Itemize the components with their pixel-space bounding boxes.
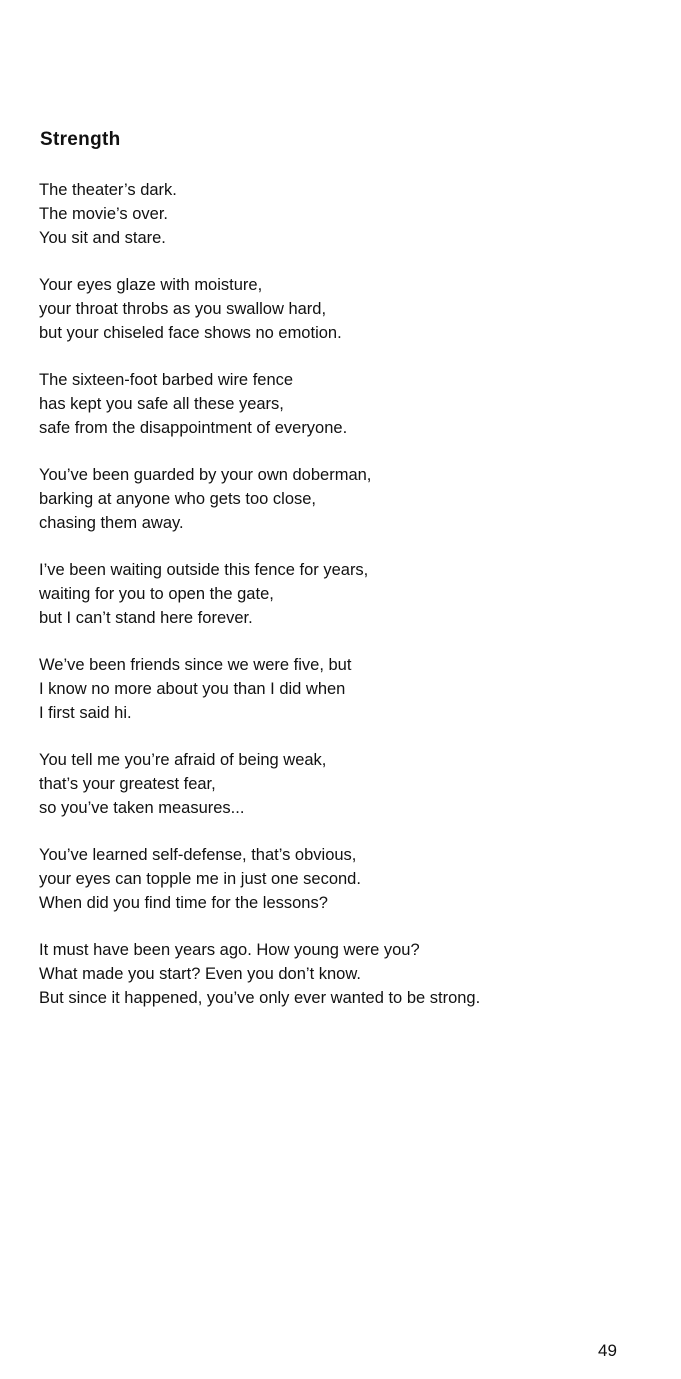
poem-body: [39, 178, 639, 1033]
stanza: [39, 273, 639, 345]
stanza: [39, 463, 639, 535]
poem-line: your eyes can topple me in just one second.: [39, 870, 361, 888]
stanza: [39, 938, 639, 1010]
poem-line: safe from the disappointment of everyone.: [39, 419, 348, 437]
poem-line: I first said hi.: [39, 704, 132, 722]
poem-line: The theater’s dark.: [39, 181, 177, 199]
poem-line: but I can’t stand here forever.: [39, 609, 253, 627]
poem-line: I know no more about you than I did when: [39, 680, 346, 698]
poem-line: waiting for you to open the gate,: [39, 585, 274, 603]
stanza: [39, 558, 639, 630]
poem-line: The movie’s over.: [39, 205, 169, 223]
stanza: [39, 843, 639, 915]
stanza: [39, 368, 639, 440]
poem-line: but your chiseled face shows no emotion.: [39, 324, 342, 342]
stanza: [39, 653, 639, 725]
poem-line: that’s your greatest fear,: [39, 775, 216, 793]
poem-line: has kept you safe all these years,: [39, 395, 284, 413]
poem-line: You’ve been guarded by your own doberman,: [39, 466, 372, 484]
poem-line: barking at anyone who gets too close,: [39, 490, 317, 508]
stanza: [39, 748, 639, 820]
poem-line: so you’ve taken measures...: [39, 799, 245, 817]
poem-line: But since it happened, you’ve only ever wanted to be strong.: [39, 989, 481, 1007]
poem-title: Strength: [40, 129, 121, 150]
poem-line: You sit and stare.: [39, 229, 166, 247]
poem-line: Your eyes glaze with moisture,: [39, 276, 263, 294]
poem-line: We’ve been friends since we were five, but: [39, 656, 352, 674]
poem-line: chasing them away.: [39, 514, 184, 532]
poem-line: You’ve learned self-defense, that’s obvious,: [39, 846, 357, 864]
stanza: [39, 178, 639, 250]
poem-line: When did you find time for the lessons?: [39, 894, 328, 912]
page-number: 49: [598, 1341, 617, 1360]
poem-line: It must have been years ago. How young were you?: [39, 941, 420, 959]
poem-line: You tell me you’re afraid of being weak,: [39, 751, 327, 769]
poem-line: I’ve been waiting outside this fence for years,: [39, 561, 369, 579]
poem-line: What made you start? Even you don’t know.: [39, 965, 361, 983]
poem-line: The sixteen-foot barbed wire fence: [39, 371, 294, 389]
poem-line: your throat throbs as you swallow hard,: [39, 300, 327, 318]
